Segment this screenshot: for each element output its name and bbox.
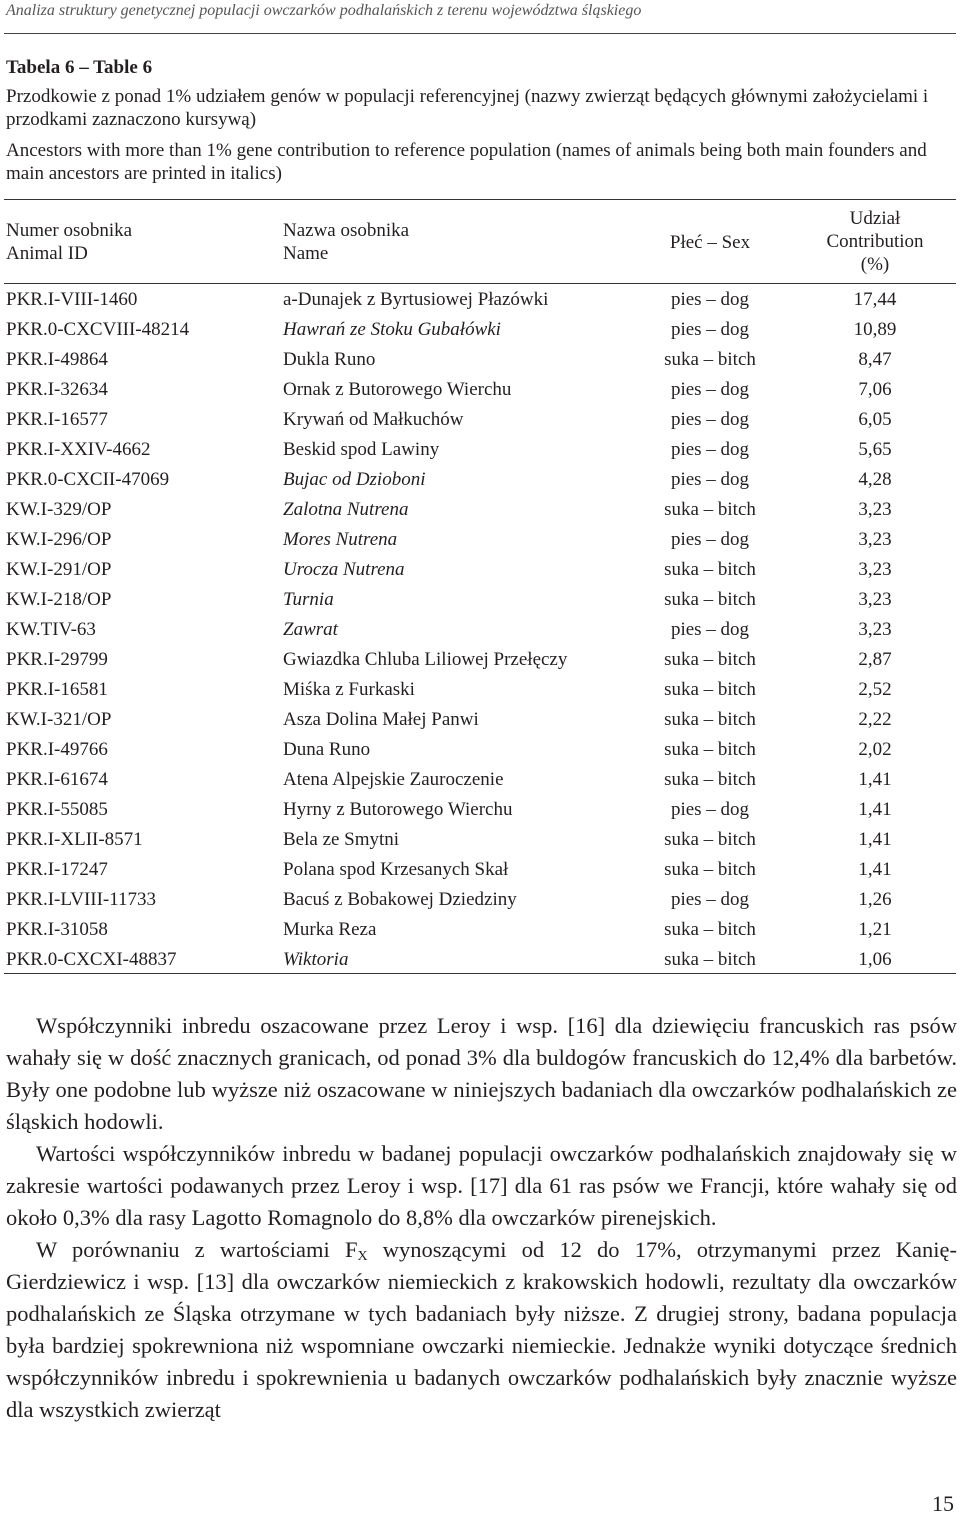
column-header-id-pl: Numer osobnika <box>6 220 133 241</box>
cell-sex: pies – dog <box>670 409 750 430</box>
cell-contribution: 1,21 <box>858 919 892 940</box>
cell-sex: suka – bitch <box>664 559 756 580</box>
cell-sex: suka – bitch <box>664 589 756 610</box>
table-row <box>0 765 960 795</box>
table-caption <box>6 56 956 185</box>
paragraph-1: Współczynniki inbredu oszacowane przez Leroy i wsp. [16] dla dziewięciu francuskich ras psów wahały się w dość znacznych granicach, od ponad 3% dla buldogów francuskich do 12,4% dla barbetów. Były one podobne lub wyższe niż oszacowane w niniejszych badaniach dla owczarków podhalańskich ze śląskich hodowli. <box>6 1013 957 1134</box>
column-header-contrib-en: Contribution <box>826 231 924 252</box>
cell-animal-id: KW.I-296/OP <box>6 529 112 550</box>
cell-animal-id: KW.I-218/OP <box>6 589 112 610</box>
table-row <box>0 405 960 435</box>
cell-animal-id: PKR.I-49864 <box>6 349 108 370</box>
cell-contribution: 6,05 <box>858 409 892 430</box>
header-rule <box>4 33 956 34</box>
cell-contribution: 17,44 <box>853 289 897 310</box>
table-row <box>0 525 960 555</box>
cell-sex: pies – dog <box>670 799 750 820</box>
cell-animal-name: Mores Nutrena <box>283 529 398 550</box>
cell-sex: suka – bitch <box>664 499 756 520</box>
cell-contribution: 3,23 <box>858 619 892 640</box>
cell-contribution: 1,41 <box>858 799 892 820</box>
cell-animal-id: PKR.I-VIII-1460 <box>6 289 138 310</box>
table-row <box>0 435 960 465</box>
cell-animal-id: PKR.I-61674 <box>6 769 108 790</box>
cell-animal-name: a-Dunajek z Byrtusiowej Płazówki <box>283 289 549 310</box>
table-row <box>0 375 960 405</box>
cell-animal-name: Hyrny z Butorowego Wierchu <box>283 799 513 820</box>
paragraph-3-subscript: X <box>357 1249 368 1264</box>
table-row <box>0 945 960 975</box>
cell-animal-id: PKR.I-55085 <box>6 799 108 820</box>
table-number: Tabela 6 – Table 6 <box>6 57 153 78</box>
cell-sex: pies – dog <box>670 379 750 400</box>
column-header-contrib-pl: Udział <box>849 208 901 229</box>
table-top-rule <box>4 199 956 200</box>
column-header-contribution <box>800 207 950 276</box>
table-row <box>0 675 960 705</box>
paragraph-3 <box>6 1234 957 1426</box>
cell-sex: suka – bitch <box>664 919 756 940</box>
cell-contribution: 3,23 <box>858 559 892 580</box>
paragraph-3-part-b: wynoszącymi od 12 do 17%, otrzymanymi przez Kanię-Gierdziewicz i wsp. [13] dla owczarków niemieckich z krakowskich hodowli, rezultaty dla owczarków podhalańskich ze Śląska otrzymane w tych badaniach były niższe. Z drugiej strony, badana populacja była bardziej spokrewniona niż wspomniane owczarki niemieckie. Jednakże wyniki dotyczące średnich współczynników inbredu i spokrewnienia u badanych owczarków podhalańskich były znacznie wyższe dla wszystkich zwierząt <box>6 1237 957 1422</box>
table-row <box>0 705 960 735</box>
cell-animal-name: Gwiazdka Chluba Liliowej Przełęczy <box>283 649 568 670</box>
cell-animal-name: Wiktoria <box>283 949 349 970</box>
cell-contribution: 2,52 <box>858 679 892 700</box>
cell-animal-id: PKR.I-32634 <box>6 379 108 400</box>
column-header-name <box>283 219 409 265</box>
cell-animal-id: PKR.I-17247 <box>6 859 108 880</box>
cell-contribution: 1,06 <box>858 949 892 970</box>
cell-contribution: 4,28 <box>858 469 892 490</box>
cell-sex: suka – bitch <box>664 859 756 880</box>
table-caption-pl: Przodkowie z ponad 1% udziałem genów w populacji referencyjnej (nazwy zwierząt będących głównymi założycielami i przodkami zaznaczono kursywą) <box>6 86 929 130</box>
cell-animal-name: Hawrań ze Stoku Gubałówki <box>283 319 501 340</box>
column-header-id-en: Animal ID <box>6 243 88 264</box>
cell-sex: suka – bitch <box>664 679 756 700</box>
cell-sex: suka – bitch <box>664 649 756 670</box>
cell-animal-name: Bacuś z Bobakowej Dziedziny <box>283 889 517 910</box>
cell-animal-id: PKR.0-CXCII-47069 <box>6 469 170 490</box>
cell-animal-name: Asza Dolina Małej Panwi <box>283 709 479 730</box>
page-number: 15 <box>932 1491 954 1516</box>
cell-sex: suka – bitch <box>664 739 756 760</box>
column-header-animal-id <box>6 219 132 265</box>
table-row <box>0 855 960 885</box>
cell-animal-id: PKR.I-29799 <box>6 649 108 670</box>
cell-sex: suka – bitch <box>664 349 756 370</box>
table-row <box>0 555 960 585</box>
cell-animal-name: Turnia <box>283 589 334 610</box>
cell-sex: pies – dog <box>670 619 750 640</box>
cell-contribution: 10,89 <box>853 319 897 340</box>
cell-animal-id: KW.TIV-63 <box>6 619 96 640</box>
cell-animal-name: Urocza Nutrena <box>283 559 405 580</box>
cell-animal-name: Zalotna Nutrena <box>283 499 409 520</box>
table-row <box>0 645 960 675</box>
cell-animal-id: PKR.I-31058 <box>6 919 108 940</box>
cell-animal-name: Murka Reza <box>283 919 377 940</box>
cell-animal-id: KW.I-291/OP <box>6 559 112 580</box>
cell-animal-id: KW.I-321/OP <box>6 709 112 730</box>
cell-animal-id: PKR.0-CXCVIII-48214 <box>6 319 190 340</box>
cell-animal-name: Dukla Runo <box>283 349 376 370</box>
cell-animal-name: Duna Runo <box>283 739 371 760</box>
cell-animal-id: PKR.I-XLII-8571 <box>6 829 143 850</box>
body-text <box>6 1010 957 1426</box>
table-row <box>0 585 960 615</box>
column-header-name-pl: Nazwa osobnika <box>283 220 410 241</box>
cell-animal-name: Bela ze Smytni <box>283 829 400 850</box>
table-caption-en: Ancestors with more than 1% gene contribution to reference population (names of animals being both main founders and main ancestors are printed in italics) <box>6 140 927 184</box>
cell-sex: pies – dog <box>670 469 750 490</box>
table-header-rule <box>4 283 956 284</box>
cell-animal-id: PKR.I-XXIV-4662 <box>6 439 151 460</box>
cell-contribution: 2,22 <box>858 709 892 730</box>
cell-animal-name: Bujac od Dzioboni <box>283 469 426 490</box>
cell-sex: pies – dog <box>670 289 750 310</box>
cell-contribution: 5,65 <box>858 439 892 460</box>
table-row <box>0 795 960 825</box>
table-bottom-rule <box>4 973 956 974</box>
cell-animal-name: Polana spod Krzesanych Skał <box>283 859 509 880</box>
table-row <box>0 825 960 855</box>
cell-animal-name: Miśka z Furkaski <box>283 679 415 700</box>
running-header: Analiza struktury genetycznej populacji owczarków podhalańskich z terenu województwa śląskiego <box>6 2 642 19</box>
cell-sex: pies – dog <box>670 889 750 910</box>
paragraph-2: Wartości współczynników inbredu w badanej populacji owczarków podhalańskich znajdowały się w zakresie wartości podawanych przez Leroy i wsp. [17] dla 61 ras psów we Francji, które wahały się od około 0,3% dla rasy Lagotto Romagnolo do 8,8% dla owczarków pirenejskich. <box>6 1141 957 1230</box>
table-row <box>0 915 960 945</box>
column-header-name-en: Name <box>283 243 329 264</box>
table-body <box>0 285 960 975</box>
cell-animal-id: PKR.I-16577 <box>6 409 108 430</box>
cell-contribution: 3,23 <box>858 529 892 550</box>
cell-contribution: 3,23 <box>858 589 892 610</box>
cell-sex: suka – bitch <box>664 949 756 970</box>
cell-animal-id: PKR.I-LVIII-11733 <box>6 889 157 910</box>
cell-contribution: 2,02 <box>858 739 892 760</box>
cell-contribution: 1,41 <box>858 769 892 790</box>
paragraph-3-part-a: W porównaniu z wartościami F <box>36 1237 358 1262</box>
table-row <box>0 315 960 345</box>
cell-contribution: 8,47 <box>858 349 892 370</box>
table-row <box>0 285 960 315</box>
cell-animal-name: Zawrat <box>283 619 338 640</box>
table-row <box>0 885 960 915</box>
column-header-contrib-unit: (%) <box>860 254 890 275</box>
cell-animal-id: PKR.0-CXCXI-48837 <box>6 949 177 970</box>
cell-contribution: 7,06 <box>858 379 892 400</box>
cell-animal-name: Beskid spod Lawiny <box>283 439 440 460</box>
cell-animal-name: Krywań od Małkuchów <box>283 409 464 430</box>
cell-animal-id: PKR.I-16581 <box>6 679 108 700</box>
cell-sex: suka – bitch <box>664 829 756 850</box>
cell-animal-id: KW.I-329/OP <box>6 499 112 520</box>
cell-animal-name: Atena Alpejskie Zauroczenie <box>283 769 504 790</box>
cell-sex: pies – dog <box>670 529 750 550</box>
cell-sex: pies – dog <box>670 319 750 340</box>
table-row <box>0 495 960 525</box>
table-row <box>0 345 960 375</box>
table-row <box>0 465 960 495</box>
cell-animal-id: PKR.I-49766 <box>6 739 108 760</box>
cell-contribution: 1,26 <box>858 889 892 910</box>
column-header-sex: Płeć – Sex <box>669 232 751 253</box>
table-row <box>0 735 960 765</box>
cell-contribution: 1,41 <box>858 859 892 880</box>
cell-contribution: 1,41 <box>858 829 892 850</box>
cell-contribution: 2,87 <box>858 649 892 670</box>
cell-sex: suka – bitch <box>664 769 756 790</box>
cell-sex: suka – bitch <box>664 709 756 730</box>
cell-animal-name: Ornak z Butorowego Wierchu <box>283 379 512 400</box>
cell-sex: pies – dog <box>670 439 750 460</box>
cell-contribution: 3,23 <box>858 499 892 520</box>
table-row <box>0 615 960 645</box>
